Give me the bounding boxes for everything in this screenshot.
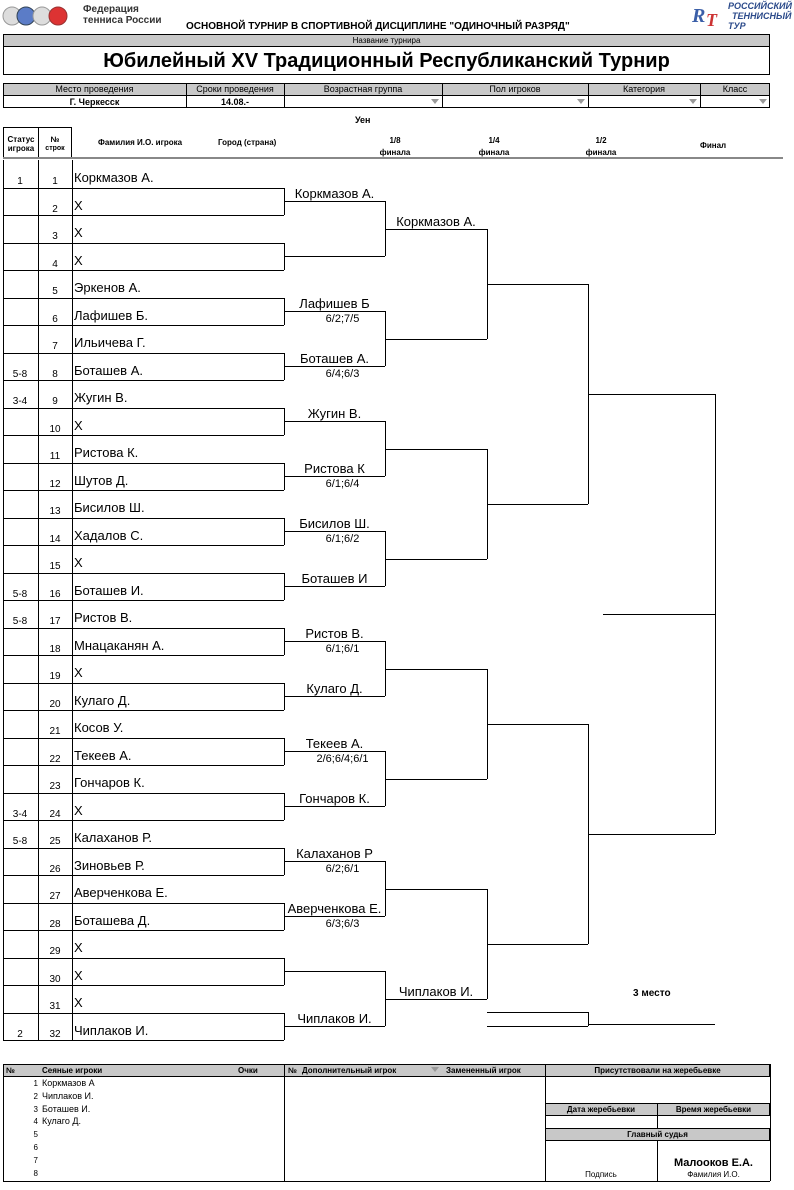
federation-name: Федерация тенниса России <box>83 4 162 26</box>
player-name[interactable]: Х <box>74 197 83 213</box>
player-name[interactable]: Ристов В. <box>74 610 133 625</box>
seed-player[interactable]: Коркмазов А <box>42 1078 95 1088</box>
player-row-number: 29 <box>49 946 61 957</box>
player-name[interactable]: Косов У. <box>74 720 124 735</box>
player-name[interactable]: Ристова К. <box>74 445 139 460</box>
svg-text:T: T <box>706 10 717 30</box>
player-row-number: 6 <box>52 313 58 325</box>
seed-player[interactable]: Чиплаков И. <box>42 1090 94 1101</box>
replaced-player-header: Замененный игрок <box>446 1066 521 1075</box>
qf-winner[interactable]: Коркмазов А. <box>396 213 476 229</box>
present-header: Присутствовали на жеребьевке <box>594 1066 721 1075</box>
extra-player-header: Дополнительный игрок <box>302 1066 397 1075</box>
main-title: ОСНОВНОЙ ТУРНИР В СПОРТИВНОЙ ДИСЦИПЛИНЕ "ОДИНОЧНЫЙ РАЗРЯД" <box>186 21 570 32</box>
player-name[interactable]: Х <box>74 665 83 680</box>
seeds-points-header: Очки <box>238 1066 258 1075</box>
player-name[interactable]: Эркенов А. <box>74 280 141 295</box>
player-row-number: 30 <box>49 973 61 985</box>
player-row-number: 22 <box>49 753 61 765</box>
player-name-header: Фамилия И.О. игрока <box>98 138 183 147</box>
player-row-number: 11 <box>49 451 61 462</box>
player-status: 2 <box>17 1028 23 1040</box>
player-row-number: 28 <box>49 918 61 930</box>
ftr-logo <box>2 5 77 27</box>
r16-winner[interactable]: Кулаго Д. <box>306 681 363 697</box>
third-place-label: 3 место <box>633 988 671 999</box>
r16-score: 6/3;6/3 <box>325 918 360 931</box>
player-name[interactable]: Бисилов Ш. <box>74 500 145 515</box>
seed-number: 6 <box>33 1143 38 1152</box>
player-name[interactable]: Боташева Д. <box>74 912 151 928</box>
seed-number: 1 <box>33 1079 38 1088</box>
class-header: Класс <box>722 84 748 94</box>
player-row-number: 26 <box>49 863 61 875</box>
qf-winner[interactable]: Чиплаков И. <box>398 983 474 999</box>
player-name[interactable]: Х <box>74 995 83 1010</box>
seed-player[interactable]: Кулаго Д. <box>42 1116 81 1127</box>
player-name[interactable]: Ильичева Г. <box>74 335 146 350</box>
dates-value: 14.08.- <box>220 97 250 107</box>
r16-score: 6/2;7/5 <box>325 313 360 326</box>
seeds-player-header: Сеяные игроки <box>42 1066 103 1075</box>
player-name[interactable]: Жугин В. <box>74 390 128 405</box>
gender-header: Пол игроков <box>489 84 541 94</box>
player-row-number: 7 <box>52 341 58 352</box>
player-row-number: 8 <box>52 368 58 380</box>
svg-text:R: R <box>692 5 706 27</box>
player-row-number: 1 <box>52 176 58 187</box>
player-name[interactable]: Х <box>74 967 83 983</box>
player-row-number: 5 <box>52 286 58 297</box>
tournament-name: Юбилейный XV Традиционный Республиканский Турнир <box>3 46 770 75</box>
r16-winner[interactable]: Текеев А. <box>305 736 364 752</box>
age-group-dropdown-icon[interactable] <box>431 99 439 104</box>
r16-winner[interactable]: Коркмазов А. <box>294 186 375 202</box>
player-name[interactable]: Хадалов С. <box>74 527 144 543</box>
player-row-number: 14 <box>49 533 61 545</box>
player-row-number: 23 <box>49 781 61 792</box>
r16-score: 6/1;6/1 <box>325 643 360 656</box>
extra-player-dropdown-icon[interactable] <box>431 1067 439 1072</box>
player-status: 3-4 <box>12 396 28 407</box>
player-status: 5-8 <box>12 588 28 600</box>
player-name[interactable]: Калаханов Р. <box>74 830 152 845</box>
rtt-name: РОССИЙСКИЙ ТЕННИСНЫЙ ТУР <box>728 1 792 31</box>
fio-label: Фамилия И.О. <box>687 1170 740 1179</box>
r16-score: 6/1;6/4 <box>325 478 360 491</box>
player-row-number: 15 <box>49 561 61 572</box>
r16-winner[interactable]: Боташев А. <box>300 351 369 367</box>
player-status: 5-8 <box>12 836 28 847</box>
player-name[interactable]: Коркмазов А. <box>74 170 154 185</box>
player-status: 5-8 <box>12 368 28 380</box>
player-name[interactable]: Боташев И. <box>74 582 144 598</box>
r16-winner[interactable]: Калаханов Р <box>296 846 373 862</box>
r16-header: 1/8 финала <box>379 136 411 157</box>
player-row-number: 4 <box>52 258 58 270</box>
r16-score: 6/4;6/3 <box>325 368 360 381</box>
player-name[interactable]: Гончаров К. <box>74 775 145 790</box>
category-header: Категория <box>622 84 666 94</box>
player-status: 5-8 <box>12 616 28 627</box>
r16-winner[interactable]: Жугин В. <box>307 406 362 422</box>
player-status: 1 <box>17 176 23 187</box>
r16-winner[interactable]: Чиплаков И. <box>297 1011 372 1027</box>
player-name[interactable]: Х <box>74 417 83 433</box>
player-name[interactable]: Чиплаков И. <box>74 1022 149 1038</box>
venue-header: Место проведения <box>55 84 134 94</box>
player-row-number: 31 <box>49 1001 61 1012</box>
seed-number: 2 <box>33 1091 38 1101</box>
player-name[interactable]: Х <box>74 802 83 818</box>
player-name[interactable]: Боташев А. <box>74 362 143 378</box>
r16-score: 6/2;6/1 <box>325 863 360 876</box>
player-row-number: 10 <box>49 423 61 435</box>
r16-winner[interactable]: Ристова К <box>304 461 365 477</box>
row-number-header: № строк <box>38 127 72 158</box>
r16-score: 6/1;6/2 <box>325 533 360 546</box>
player-row-number: 18 <box>49 643 61 655</box>
player-name[interactable]: Лафишев Б. <box>74 307 149 323</box>
sf-header: 1/2 финала <box>585 136 617 157</box>
age-group-header: Возрастная группа <box>323 84 403 94</box>
status-header: Статус игрока <box>3 127 39 158</box>
seed-player[interactable]: Боташев И. <box>42 1103 91 1114</box>
city-header: Город (страна) <box>218 138 277 147</box>
draw-time-label: Время жеребьевки <box>675 1105 752 1114</box>
dates-header: Сроки проведения <box>196 84 274 94</box>
player-row-number: 27 <box>49 891 61 902</box>
player-name[interactable]: Текеев А. <box>74 747 132 763</box>
seed-number: 8 <box>33 1168 38 1178</box>
venue-value: Г. Черкесск <box>69 97 120 107</box>
player-name[interactable]: Кулаго Д. <box>74 692 131 708</box>
r16-score: 2/6;6/4;6/1 <box>316 753 369 766</box>
player-row-number: 24 <box>49 808 61 820</box>
seed-number: 3 <box>33 1104 38 1114</box>
seed-number: 4 <box>33 1117 38 1127</box>
player-name[interactable]: Х <box>74 252 83 268</box>
player-row-number: 12 <box>49 478 61 490</box>
player-row-number: 3 <box>52 231 58 242</box>
r16-winner[interactable]: Аверченкова Е. <box>287 901 382 917</box>
player-name[interactable]: Аверченкова Е. <box>74 885 168 900</box>
player-row-number: 32 <box>49 1028 61 1040</box>
seed-number: 5 <box>33 1130 38 1140</box>
ftr-logo-icon <box>2 5 77 27</box>
player-name[interactable]: Шутов Д. <box>74 472 129 488</box>
player-row-number: 13 <box>49 506 61 517</box>
r16-winner[interactable]: Гончаров К. <box>299 791 370 807</box>
chief-judge-name: Малооков Е.А. <box>674 1157 753 1169</box>
signature-label: Подпись <box>585 1170 617 1179</box>
player-name[interactable]: Х <box>74 555 83 570</box>
center-label: Уен <box>355 115 371 125</box>
player-name[interactable]: Х <box>74 225 83 240</box>
r16-winner[interactable]: Боташев И <box>301 571 368 587</box>
seed-number: 7 <box>33 1155 38 1165</box>
chief-judge-label: Главный судья <box>627 1130 688 1139</box>
class-dropdown-icon[interactable] <box>759 99 767 104</box>
tournament-label: Название турнира <box>3 34 770 47</box>
player-row-number: 2 <box>52 203 58 215</box>
player-row-number: 16 <box>49 588 61 600</box>
r16-winner[interactable]: Лафишев Б <box>299 296 370 312</box>
r16-winner[interactable]: Бисилов Ш. <box>299 516 370 532</box>
r16-winner[interactable]: Ристов В. <box>305 626 364 642</box>
draw-date-label: Дата жеребьевки <box>566 1105 636 1114</box>
player-row-number: 20 <box>49 698 61 710</box>
gender-dropdown-icon[interactable] <box>577 99 585 104</box>
qf-header: 1/4 финала <box>478 136 510 157</box>
player-row-number: 21 <box>49 726 61 737</box>
seeds-num-header: № <box>6 1066 15 1075</box>
player-name[interactable]: Мнацаканян А. <box>74 637 165 653</box>
player-row-number: 25 <box>49 836 61 847</box>
player-name[interactable]: Зиновьев Р. <box>74 857 145 873</box>
player-name[interactable]: Х <box>74 940 83 955</box>
player-status: 3-4 <box>12 808 28 820</box>
player-row-number: 17 <box>49 616 61 627</box>
player-row-number: 19 <box>49 671 61 682</box>
extra-num-header: № <box>288 1066 297 1075</box>
player-row-number: 9 <box>52 396 58 407</box>
category-dropdown-icon[interactable] <box>689 99 697 104</box>
final-header: Финал <box>700 141 727 150</box>
